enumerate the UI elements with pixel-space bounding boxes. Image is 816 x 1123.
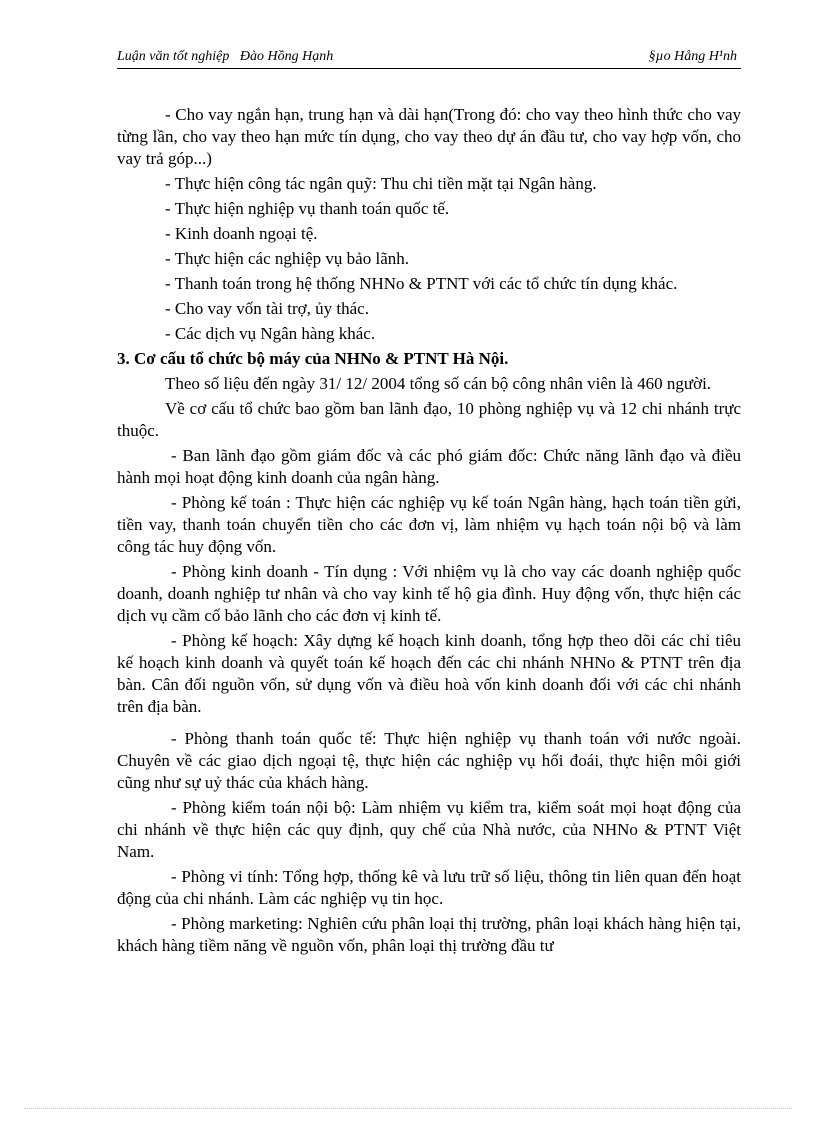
section-heading: 3. Cơ cấu tổ chức bộ máy của NHNo & PTNT Hà Nội.	[117, 349, 509, 368]
paragraph-system-payment: - Thanh toán trong hệ thống NHNo & PTNT với các tổ chức tín dụng khác.	[165, 274, 678, 293]
paragraph-it-dept: - Phòng vi tính: Tổng hợp, thống kê và lưu trữ số liệu, thông tin liên quan đến hoạt động của chi nhánh. Làm các nghiệp vụ tin học.	[117, 867, 741, 908]
paragraph-planning-dept: - Phòng kế hoạch: Xây dựng kế hoạch kinh doanh, tổng hợp theo dõi các chỉ tiêu kế hoạch kinh doanh và quyết toán kế hoạch đến các chi nhánh NHNo & PTNT trên địa bàn. Cân đối nguồn vốn, sử dụng vốn và điều hoà vốn kinh doanh đối với các chi nhánh trên địa bàn.	[117, 631, 741, 716]
header-author: Luận văn tốt nghiệp Đào Hồng Hạnh	[117, 49, 334, 64]
paragraph-trust-loans: - Cho vay vốn tài trợ, ủy thác.	[165, 299, 369, 318]
paragraph-marketing-dept: - Phòng marketing: Nghiên cứu phân loại thị trường, phân loại khách hàng hiện tại, khách hàng tiềm năng về nguồn vốn, phân loại thị trường đầu tư	[117, 914, 741, 955]
paragraph-structure: Về cơ cấu tổ chức bao gồm ban lãnh đạo, 10 phòng nghiệp vụ và 12 chi nhánh trực thuộc.	[117, 399, 741, 440]
paragraph-international-payment: - Thực hiện nghiệp vụ thanh toán quốc tế.	[165, 199, 450, 218]
paragraph-other-services: - Các dịch vụ Ngân hàng khác.	[165, 324, 376, 343]
page-header	[117, 46, 741, 69]
paragraph-treasury: - Thực hiện công tác ngân quỹ: Thu chi tiền mặt tại Ngân hàng.	[165, 174, 597, 193]
paragraph-intl-payment-dept: - Phòng thanh toán quốc tế: Thực hiện nghiệp vụ thanh toán với nước ngoài. Chuyên về các giao dịch ngoại tệ, thực hiện các nghiệp vụ hối đoái, thực hiện môi giới cũng như sự uỷ thác của khách hàng.	[117, 729, 741, 792]
paragraph-foreign-exchange: - Kinh doanh ngoại tệ.	[165, 224, 318, 243]
paragraph-management: - Ban lãnh đạo gồm giám đốc và các phó giám đốc: Chức năng lãnh đạo và điều hành mọi hoạt động kinh doanh của ngân hàng.	[117, 446, 741, 487]
paragraph-staff-count: Theo số liệu đến ngày 31/ 12/ 2004 tổng số cán bộ công nhân viên là 460 người.	[165, 374, 712, 393]
document-body	[117, 104, 741, 960]
header-author-legacy-encoding: §µo Hång H¹nh	[648, 49, 737, 64]
page-bottom-border	[24, 1108, 792, 1109]
paragraph-credit-dept: - Phòng kinh doanh - Tín dụng : Với nhiệm vụ là cho vay các doanh nghiệp quốc doanh, doanh nghiệp tư nhân và cho vay kinh tế hộ gia đình. Huy động vốn, thực hiện các dịch vụ cầm cố bảo lãnh cho các đơn vị kinh tế.	[117, 562, 741, 625]
paragraph-accounting-dept: - Phòng kế toán : Thực hiện các nghiệp vụ kế toán Ngân hàng, hạch toán tiền gửi, tiền vay, thanh toán chuyển tiền cho các đơn vị, làm nhiệm vụ hạch toán nội bộ và làm công tác huy động vốn.	[117, 493, 741, 556]
paragraph-internal-audit-dept: - Phòng kiểm toán nội bộ: Làm nhiệm vụ kiểm tra, kiểm soát mọi hoạt động của chi nhánh về thực hiện các quy định, quy chế của Nhà nước, của NHNo & PTNT Việt Nam.	[117, 798, 741, 861]
paragraph-loan-types: - Cho vay ngắn hạn, trung hạn và dài hạn(Trong đó: cho vay theo hình thức cho vay từng lần, cho vay theo hạn mức tín dụng, cho vay theo dự án đầu tư, cho vay hợp vốn, cho vay trả góp...)	[117, 105, 741, 168]
paragraph-guarantee: - Thực hiện các nghiệp vụ bảo lãnh.	[165, 249, 409, 268]
